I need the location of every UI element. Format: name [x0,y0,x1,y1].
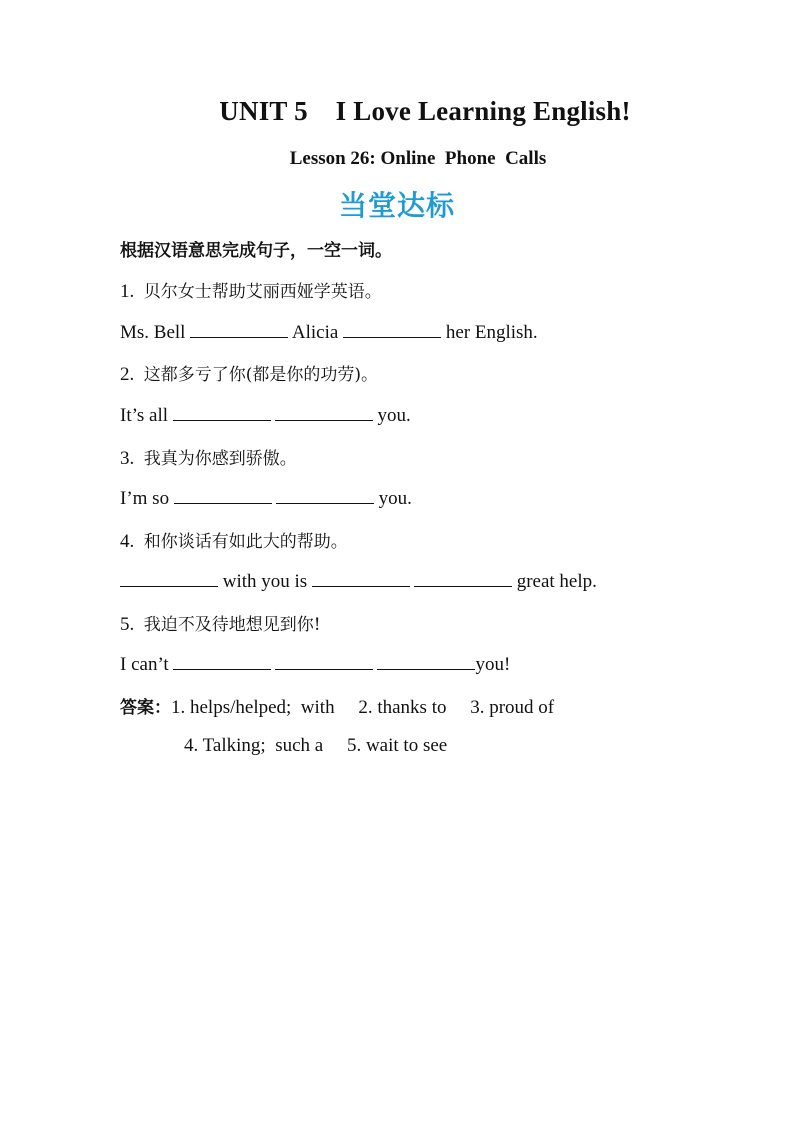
sentence-text: her English. [445,322,538,343]
question-5-chinese [120,610,321,636]
answer-blank[interactable] [275,651,373,670]
answers-text: 4. Talking; such a 5. wait to see [184,735,448,756]
question-1-chinese [120,277,382,303]
question-number: 4. [120,531,135,552]
sentence-text: you. [377,405,411,426]
answer-blank[interactable] [275,402,373,421]
question-4-chinese [120,527,348,553]
chinese-prompt: 贝尔女士帮助艾丽西娅学英语。 [143,282,382,302]
sentence-text: It’s all [120,405,173,426]
instruction-text: 根据汉语意思完成句子，一空一词。 [120,241,392,261]
answers-label: 答案： [120,698,171,718]
chinese-prompt: 我真为你感到骄傲。 [143,449,297,469]
answer-blank[interactable] [276,485,374,504]
lesson-title: Lesson 26: Online Phone Calls [289,148,547,169]
unit-title: UNIT 5 I Love Learning English! [219,96,631,126]
sentence-text: Alicia [291,322,344,343]
chinese-prompt: 我迫不及待地想见到你! [143,615,321,635]
answers-text: 1. helps/helped; with 2. thanks to 3. proud of [171,697,555,718]
answer-blank[interactable] [174,485,272,504]
question-number: 2. [120,364,135,385]
answer-blank[interactable] [173,402,271,421]
question-4-english [120,568,597,593]
chinese-prompt: 和你谈话有如此大的帮助。 [143,532,348,552]
chinese-prompt: 这都多亏了你(都是你的功劳)。 [143,365,379,385]
sentence-text: you! [475,654,511,675]
answers-line-2 [184,735,447,757]
sentence-text: Ms. Bell [120,322,191,343]
answer-blank[interactable] [173,651,271,670]
answer-blank[interactable] [414,568,512,587]
answer-blank[interactable] [343,319,441,338]
question-2-english [120,402,411,427]
section-heading: 当堂达标 [338,189,455,222]
sentence-text: you. [378,488,412,509]
question-number: 1. [120,281,135,302]
question-1-english [120,319,538,344]
question-3-chinese [120,444,297,470]
sentence-text: great help. [516,571,597,592]
question-3-english [120,485,412,510]
sentence-text: with you is [222,571,312,592]
question-5-english [120,651,510,676]
answers-line-1 [120,693,554,719]
answer-blank[interactable] [377,651,475,670]
sentence-text: I can’t [120,654,174,675]
sentence-text: I’m so [120,488,174,509]
answer-blank[interactable] [190,319,288,338]
answer-blank[interactable] [312,568,410,587]
answer-blank[interactable] [120,568,218,587]
question-number: 3. [120,448,135,469]
question-number: 5. [120,614,135,635]
question-2-chinese [120,360,378,386]
